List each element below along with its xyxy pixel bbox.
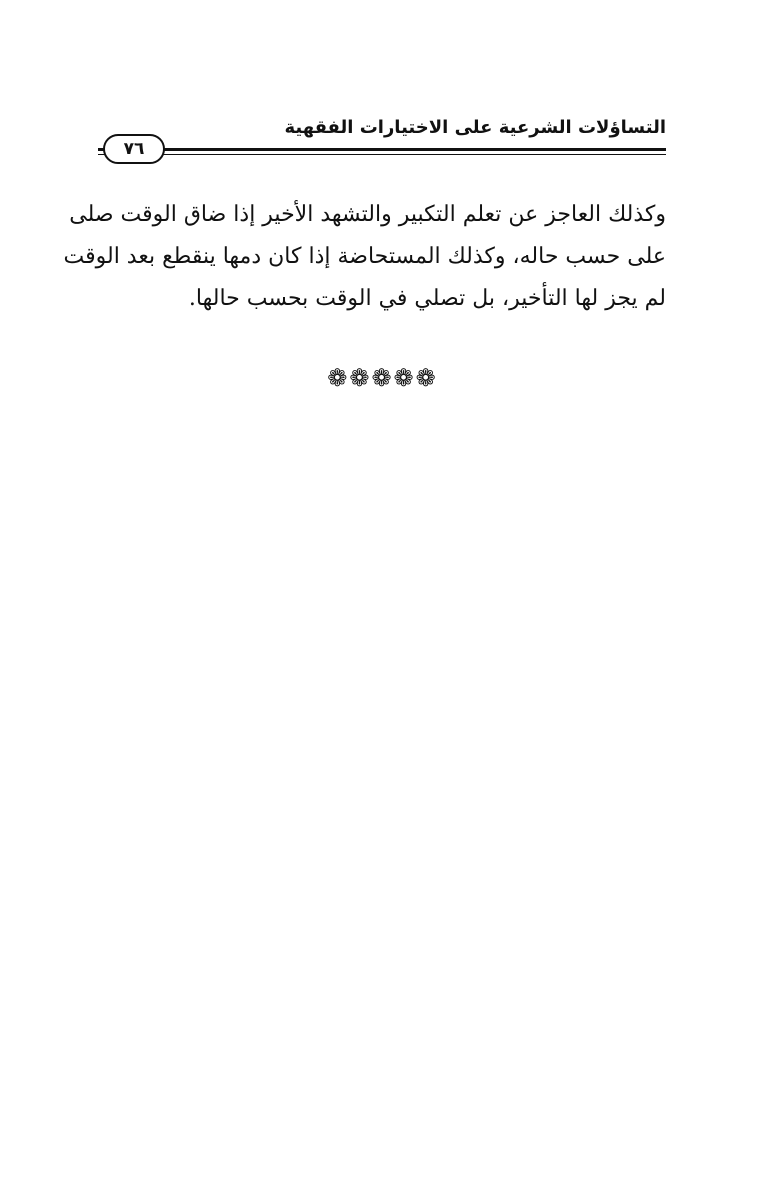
body-line-2: على حسب حاله، وكذلك المستحاضة إذا كان دمها ينقطع بعد الوقت bbox=[63, 244, 666, 269]
body-paragraph bbox=[63, 194, 666, 320]
body-line-3: لم يجز لها التأخير، بل تصلي في الوقت بحسب حالها. bbox=[188, 286, 666, 311]
running-title: التساؤلات الشرعية على الاختيارات الفقهية bbox=[284, 117, 666, 138]
header-rule-thin bbox=[98, 154, 666, 155]
body-line-1: وكذلك العاجز عن تعلم التكبير والتشهد الأخير إذا ضاق الوقت صلى bbox=[69, 202, 666, 227]
page-header bbox=[98, 110, 666, 170]
header-rule-thick bbox=[98, 148, 666, 151]
section-ornament-icon: ❁❁❁❁❁ bbox=[327, 364, 438, 392]
page-number: ٧٦ bbox=[103, 134, 165, 164]
